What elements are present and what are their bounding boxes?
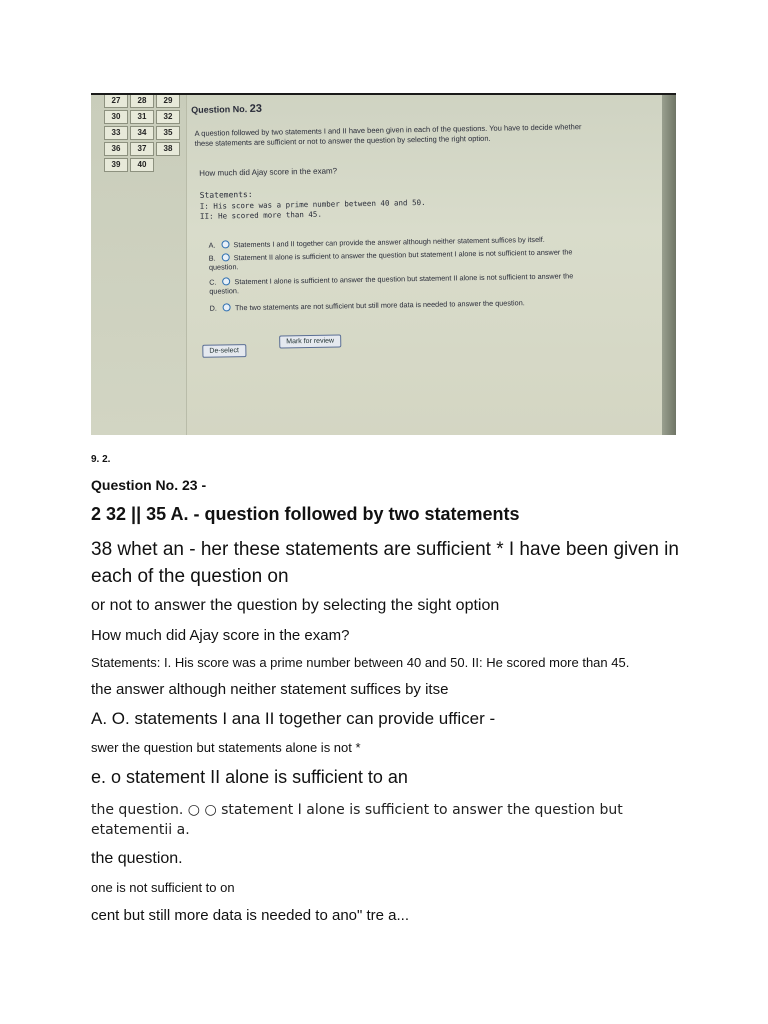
option-c-text: Statement I alone is sufficient to answer the question but statement II alone is not sufficient to answer the question. (209, 271, 574, 296)
question-number-cell[interactable]: 37 (130, 142, 154, 156)
statement-one: I: His score was a prime number between 40 and 50. (199, 197, 426, 211)
question-number-cell[interactable]: 38 (156, 142, 180, 156)
question-number-cell[interactable]: 31 (130, 110, 154, 124)
statement-two: II: He scored more than 45. (199, 209, 322, 221)
question-label: Question No. (191, 104, 248, 115)
text-line: 2 32 || 35 A. - question followed by two statements (91, 504, 520, 524)
option-a-key: A. (208, 240, 216, 250)
option-b[interactable] (209, 247, 589, 272)
question-number-cell[interactable]: 40 (130, 158, 154, 172)
question-number-cell[interactable]: 28 (130, 94, 154, 108)
exam-screen-photo (91, 93, 676, 435)
text-line: the question. ○ ○ statement I alone is sufficient to answer the question but etatementii a. (91, 802, 623, 838)
question-number-cell[interactable]: 30 (104, 110, 128, 124)
option-c[interactable] (209, 271, 589, 296)
radio-icon[interactable] (222, 277, 230, 285)
mark-for-review-button[interactable]: Mark for review (279, 334, 341, 348)
question-number-cell[interactable]: 29 (156, 94, 180, 108)
radio-icon[interactable] (221, 240, 229, 248)
text-line: e. o statement II alone is sufficient to an (91, 767, 408, 787)
question-number-cell[interactable]: 36 (104, 142, 128, 156)
question-number-cell[interactable]: 33 (104, 126, 128, 140)
text-line: A. O. statements I ana II together can provide ufficer - (91, 709, 496, 728)
option-d-text: The two statements are not sufficient but still more data is needed to answer the question. (234, 298, 525, 313)
monitor-bezel (662, 93, 676, 435)
statements-header: Statements: (199, 189, 253, 200)
option-d-key: D. (209, 303, 218, 313)
question-instructions: A question followed by two statements I and II have been given in each of the questions. You have to decide whether these statements are sufficient or not to answer the question by selecting the right option. (194, 122, 582, 148)
page-caption: 9. 2. (91, 454, 111, 465)
question-number-cell[interactable]: 27 (104, 94, 128, 108)
question-pane (191, 93, 667, 431)
question-number-cell[interactable]: 34 (130, 126, 154, 140)
question-palette (91, 93, 187, 435)
text-line: How much did Ajay score in the exam? (91, 627, 350, 644)
deselect-button[interactable]: De-select (202, 344, 246, 358)
text-line: swer the question but statements alone is not * (91, 740, 361, 755)
option-a-text: Statements I and II together can provide the answer although neither statement suffices by itself. (233, 234, 545, 250)
question-number-cell[interactable]: 39 (104, 158, 128, 172)
option-b-key: B. (208, 253, 216, 263)
radio-icon[interactable] (223, 303, 231, 311)
text-line: cent but still more data is needed to ano" tre a... (91, 907, 410, 924)
panel-divider (186, 93, 187, 435)
text-line: the answer although neither statement suffices by itse (91, 681, 449, 698)
text-line: or not to answer the question by selecting the sight option (91, 597, 500, 614)
text-line: Statements: I. His score was a prime number between 40 and 50. II: He scored more than 45. (91, 655, 630, 670)
question-number-title (191, 103, 262, 116)
photo-top-border (91, 93, 676, 95)
text-line: one is not sufficient to on (91, 880, 235, 895)
question-heading: Question No. 23 - (91, 477, 207, 493)
question-number-cell[interactable]: 35 (156, 126, 180, 140)
question-text: How much did Ajay score in the exam? (199, 166, 338, 178)
option-c-key: C. (209, 277, 217, 287)
radio-icon[interactable] (222, 253, 230, 261)
option-d[interactable] (210, 297, 590, 313)
text-line: 38 whet an - her these statements are sufficient * I have been given in each of the question on (91, 539, 679, 587)
question-number: 23 (249, 102, 263, 115)
question-number-cell[interactable]: 32 (156, 110, 180, 124)
option-b-text: Statement II alone is sufficient to answer the question but statement I alone is not sufficient to answer the question. (208, 247, 573, 272)
question-number-grid (104, 94, 178, 172)
text-line: the question. (91, 850, 183, 867)
